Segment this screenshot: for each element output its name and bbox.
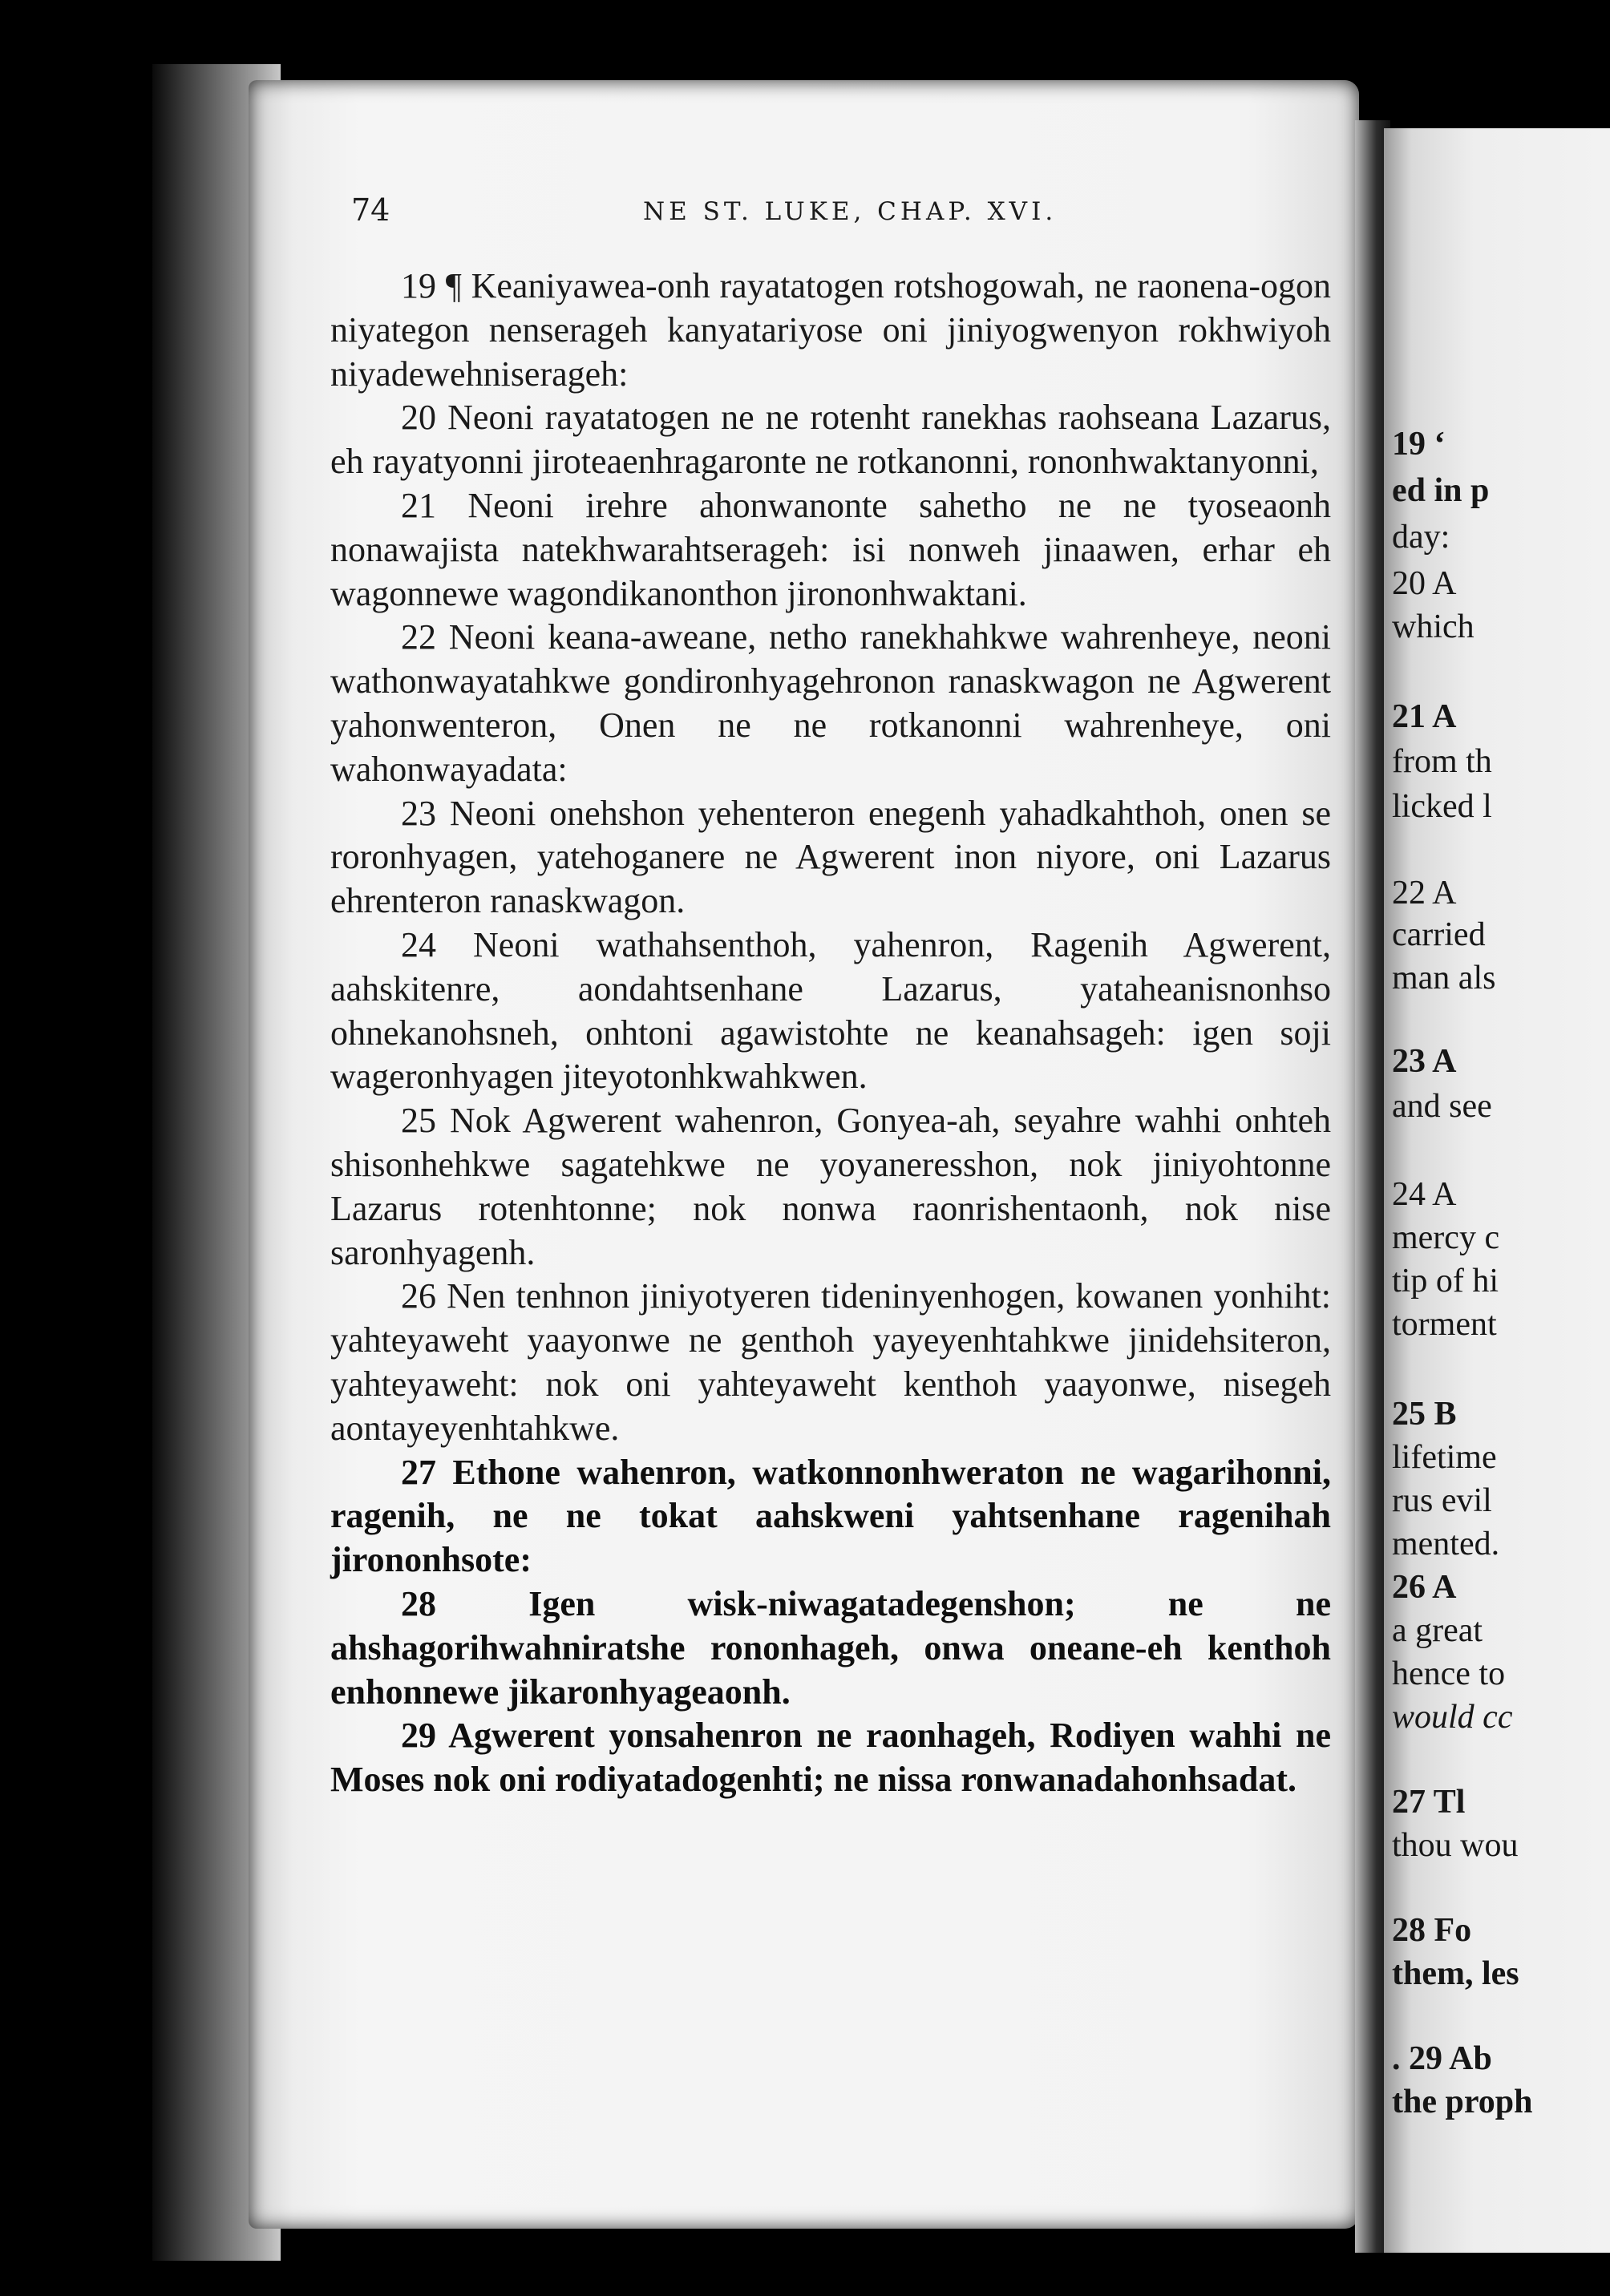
verse-23: 23 Neoni onehshon yehenteron enegenh yahadkahthoh, onen se roronhyagen, yatehoganere ne Agwerent inon niyore, oni Lazarus ehrenteron ranaskwagon.: [330, 793, 1331, 921]
right-line: 27 Tl: [1392, 1784, 1466, 1821]
right-line: carried: [1392, 916, 1486, 953]
page-number: 74: [351, 192, 390, 228]
chapter-title: NE ST. LUKE, CHAP. XVI.: [643, 197, 1058, 226]
right-line: hence to: [1392, 1655, 1506, 1692]
right-line: 25 B: [1392, 1396, 1457, 1433]
right-line: the proph: [1392, 2084, 1533, 2120]
verse-text-block: [330, 265, 1331, 1802]
right-line: 26 A: [1392, 1569, 1457, 1606]
verse-21: 21 Neoni irehre ahonwanonte sahetho ne ne tyoseaonh nonawajista natekhwarahtserageh: isi nonweh jinaawen, erhar eh wagonnewe wagondikanonthon jirononhwaktani.: [330, 485, 1331, 613]
right-line: ed in p: [1392, 472, 1490, 509]
right-line: 20 A: [1392, 565, 1457, 602]
verse-27: 27 Ethone wahenron, watkonnonhweraton ne wagarihonni, ragenih, ne ne tokat aahskweni yahtsenhane ragenihah jirononhsote:: [330, 1452, 1331, 1580]
verse-29: 29 Agwerent yonsahenron ne raonhageh, Rodiyen wahhi ne Moses nok oni rodiyatadogenhti; ne nissa ronwanadahonhsadat.: [330, 1716, 1331, 1800]
verse-19: 19 ¶ Keaniyawea-onh rayatatogen rotshogowah, ne raonena-ogon niyategon nenserageh kanyatariyose oni jiniyogwenyon rokhwiyoh niyadewehniserageh:: [330, 266, 1331, 394]
verse-28: 28 Igen wisk-niwagatadegenshon; ne ne ahshagorihwahniratshe rononhageh, onwa oneane-eh kenthoh enhonnewe jikaronhyageaonh.: [330, 1583, 1331, 1712]
right-line: 22 A: [1392, 875, 1457, 912]
right-line: 24 A: [1392, 1176, 1457, 1213]
right-line: 28 Fo: [1392, 1912, 1472, 1949]
right-line: mented.: [1392, 1526, 1500, 1562]
right-line: lifetime: [1392, 1439, 1497, 1476]
right-line: 19 ‘: [1392, 426, 1446, 463]
right-line: from th: [1392, 743, 1492, 780]
right-line: torment: [1392, 1306, 1497, 1343]
right-line: would cc: [1392, 1699, 1513, 1736]
verse-22: 22 Neoni keana-aweane, netho ranekhahkwe wahrenheye, neoni wathonwayatahkwe gondironhyagehronon ranaskwagon ne Agwerent yahonwenteron, Onen ne ne rotkanonni wahrenheye, oni wahonwayadata:: [330, 617, 1331, 789]
verse-20: 20 Neoni rayatatogen ne ne rotenht ranekhas raohseana Lazarus, eh rayatyonni jiroteaenhragaronte ne rotkanonni, rononhwaktanyonni,: [330, 398, 1331, 482]
right-line: tip of hi: [1392, 1263, 1499, 1300]
right-line: . 29 Ab: [1392, 2040, 1492, 2077]
right-line: licked l: [1392, 788, 1492, 825]
right-line: 21 A: [1392, 698, 1457, 735]
right-line: and see: [1392, 1088, 1492, 1125]
verse-26: 26 Nen tenhnon jiniyotyeren tideninyenhogen, kowanen yonhiht: yahteyaweht yaayonwe ne genthoh yayeyenhtahkwe jinidehsiteron, yahteyaweht: nok oni yahteyaweht kenthoh yaayonwe, nisegeh aontayeyenhtahkwe.: [330, 1276, 1331, 1448]
right-line: 23 A: [1392, 1043, 1457, 1080]
right-line: man als: [1392, 960, 1496, 996]
right-page: [1384, 128, 1610, 2253]
right-line: rus evil: [1392, 1482, 1492, 1519]
right-line: mercy c: [1392, 1219, 1500, 1256]
right-line: day:: [1392, 519, 1450, 556]
right-line: them, les: [1392, 1955, 1519, 1992]
right-line: which: [1392, 608, 1474, 645]
verse-25: 25 Nok Agwerent wahenron, Gonyea-ah, seyahre wahhi onhteh shisonhehkwe sagatehkwe ne yoyaneresshon, nok jiniyohtonne Lazarus rotenhtonne; nok nonwa raonrishentaonh, nok nise saronhyagenh.: [330, 1101, 1331, 1272]
verse-24: 24 Neoni wathahsenthoh, yahenron, Ragenih Agwerent, aahskitenre, aondahtsenhane Lazarus, yataheanisnonhso ohnekanohsneh, onhtoni agawistohte ne keanahsageh: igen soji wageronhyagen jiteyotonhkwahkwen.: [330, 924, 1331, 1097]
right-line: a great: [1392, 1612, 1483, 1649]
right-line: thou wou: [1392, 1827, 1519, 1864]
